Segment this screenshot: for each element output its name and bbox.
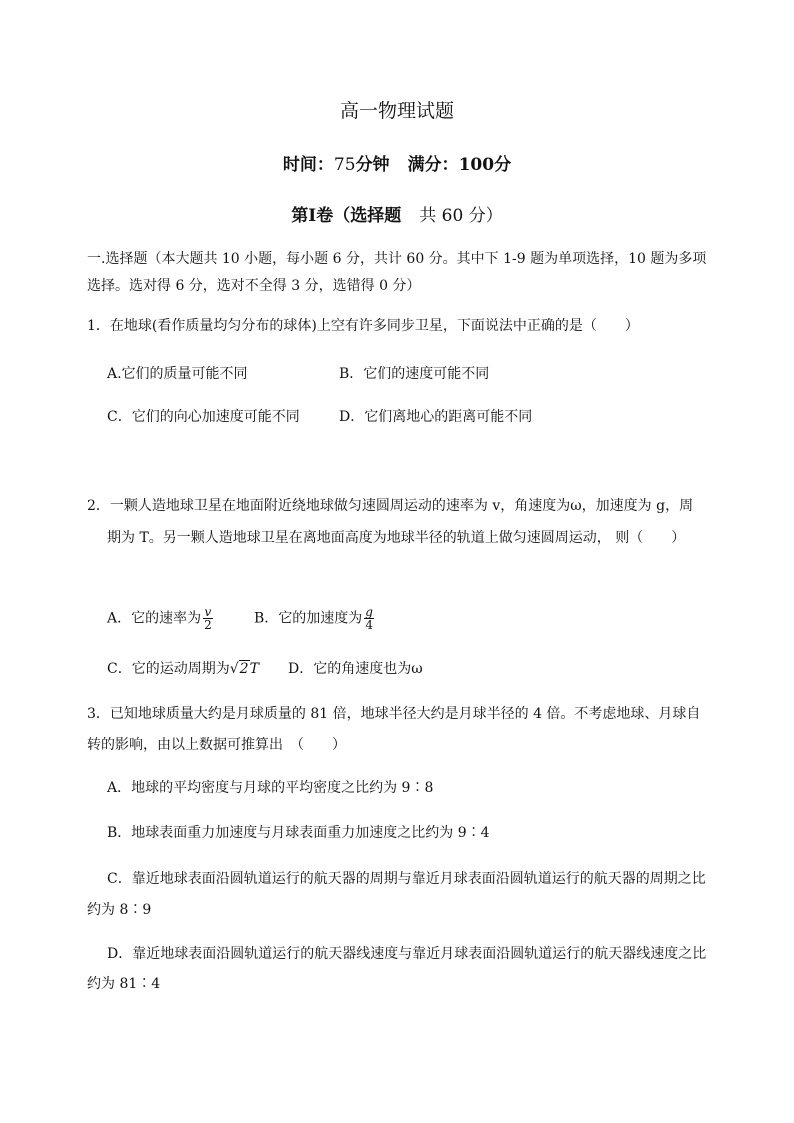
q2-option-d: D．它的角速度也为ω [288, 661, 423, 677]
q3-option-d-line-2: 约为 81∶4 [87, 976, 161, 992]
page-title: 高一物理试题 [339, 100, 454, 122]
q1-option-a: A.它们的质量可能不同 [107, 366, 248, 382]
q2-option-a [107, 606, 213, 631]
q3-option-c-line-2: 约为 8∶9 [87, 902, 152, 918]
q3-option-d-line-1: D．靠近地球表面沿圆轨道运行的航天器线速度与靠近月球表面沿圆轨道运行的航天器线速度之比 [107, 946, 707, 962]
instructions-line-1: 一.选择题（本大题共 10 小题，每小题 6 分，共计 60 分。其中下 1-9 题为单项选择，10 题为多项 [87, 251, 707, 267]
q1-option-b: B．它们的速度可能不同 [339, 366, 490, 382]
fraction-denominator: 2 [204, 618, 212, 632]
q3-option-a: A．地球的平均密度与月球的平均密度之比约为 9∶8 [107, 780, 434, 796]
section-heading [0, 201, 794, 226]
q2-option-a-prefix: A．它的速率为 [107, 610, 202, 627]
fraction [203, 606, 213, 631]
q2-option-b-prefix: B．它的加速度为 [254, 610, 363, 627]
square-root: √2 [229, 661, 249, 677]
exam-meta [0, 150, 794, 175]
time-label: 时间： [282, 155, 334, 175]
fraction-numerator: v [204, 605, 212, 619]
q2-option-c [107, 659, 259, 679]
q1-option-c: C．它们的向心加速度可能不同 [107, 409, 300, 425]
question-3-stem-line-1: 3．已知地球质量大约是月球质量的 81 倍，地球半径大约是月球半径的 4 倍。不考虑地球、月球自 [87, 706, 701, 722]
q2-option-b [254, 606, 374, 631]
radicand: 2 [239, 661, 249, 677]
score-label: 满分： [407, 155, 459, 175]
score-value: 100 [458, 155, 495, 175]
question-3-stem-line-2: 转的影响，由以上数据可推算出 （ ） [87, 737, 346, 753]
instructions-line-2: 选择。选对得 6 分，选对不全得 3 分，选错得 0 分） [87, 278, 421, 294]
fraction-numerator: g [365, 605, 373, 619]
fraction-denominator: 4 [365, 618, 373, 632]
q3-option-b: B．地球表面重力加速度与月球表面重力加速度之比约为 9∶4 [107, 825, 490, 841]
q1-option-d: D．它们离地心的距离可能不同 [339, 409, 533, 425]
time-value: 75 [333, 155, 356, 175]
q2-option-c-prefix: C．它的运动周期为 [107, 661, 230, 677]
section-head: 第Ⅰ卷（选择题 [291, 206, 402, 226]
q2-option-c-suffix: T [249, 661, 259, 677]
score-unit: 分 [494, 155, 512, 175]
question-1-stem: 1．在地球(看作质量均匀分布的球体)上空有许多同步卫星，下面说法中正确的是（ ） [87, 318, 639, 334]
section-tail: 共 60 分） [419, 206, 503, 226]
time-unit: 分钟 [355, 155, 390, 175]
question-2-stem-line-1: 2．一颗人造地球卫星在地面附近绕地球做匀速圆周运动的速率为 v，角速度为ω，加速度为 g，周 [87, 498, 694, 514]
q3-option-c-line-1: C．靠近地球表面沿圆轨道运行的航天器的周期与靠近月球表面沿圆轨道运行的航天器的周期之比 [107, 871, 706, 887]
fraction [364, 606, 374, 631]
question-2-stem-line-2: 期为 T。另一颗人造地球卫星在离地面高度为地球半径的轨道上做匀速圆周运动， 则（ ） [107, 530, 686, 546]
